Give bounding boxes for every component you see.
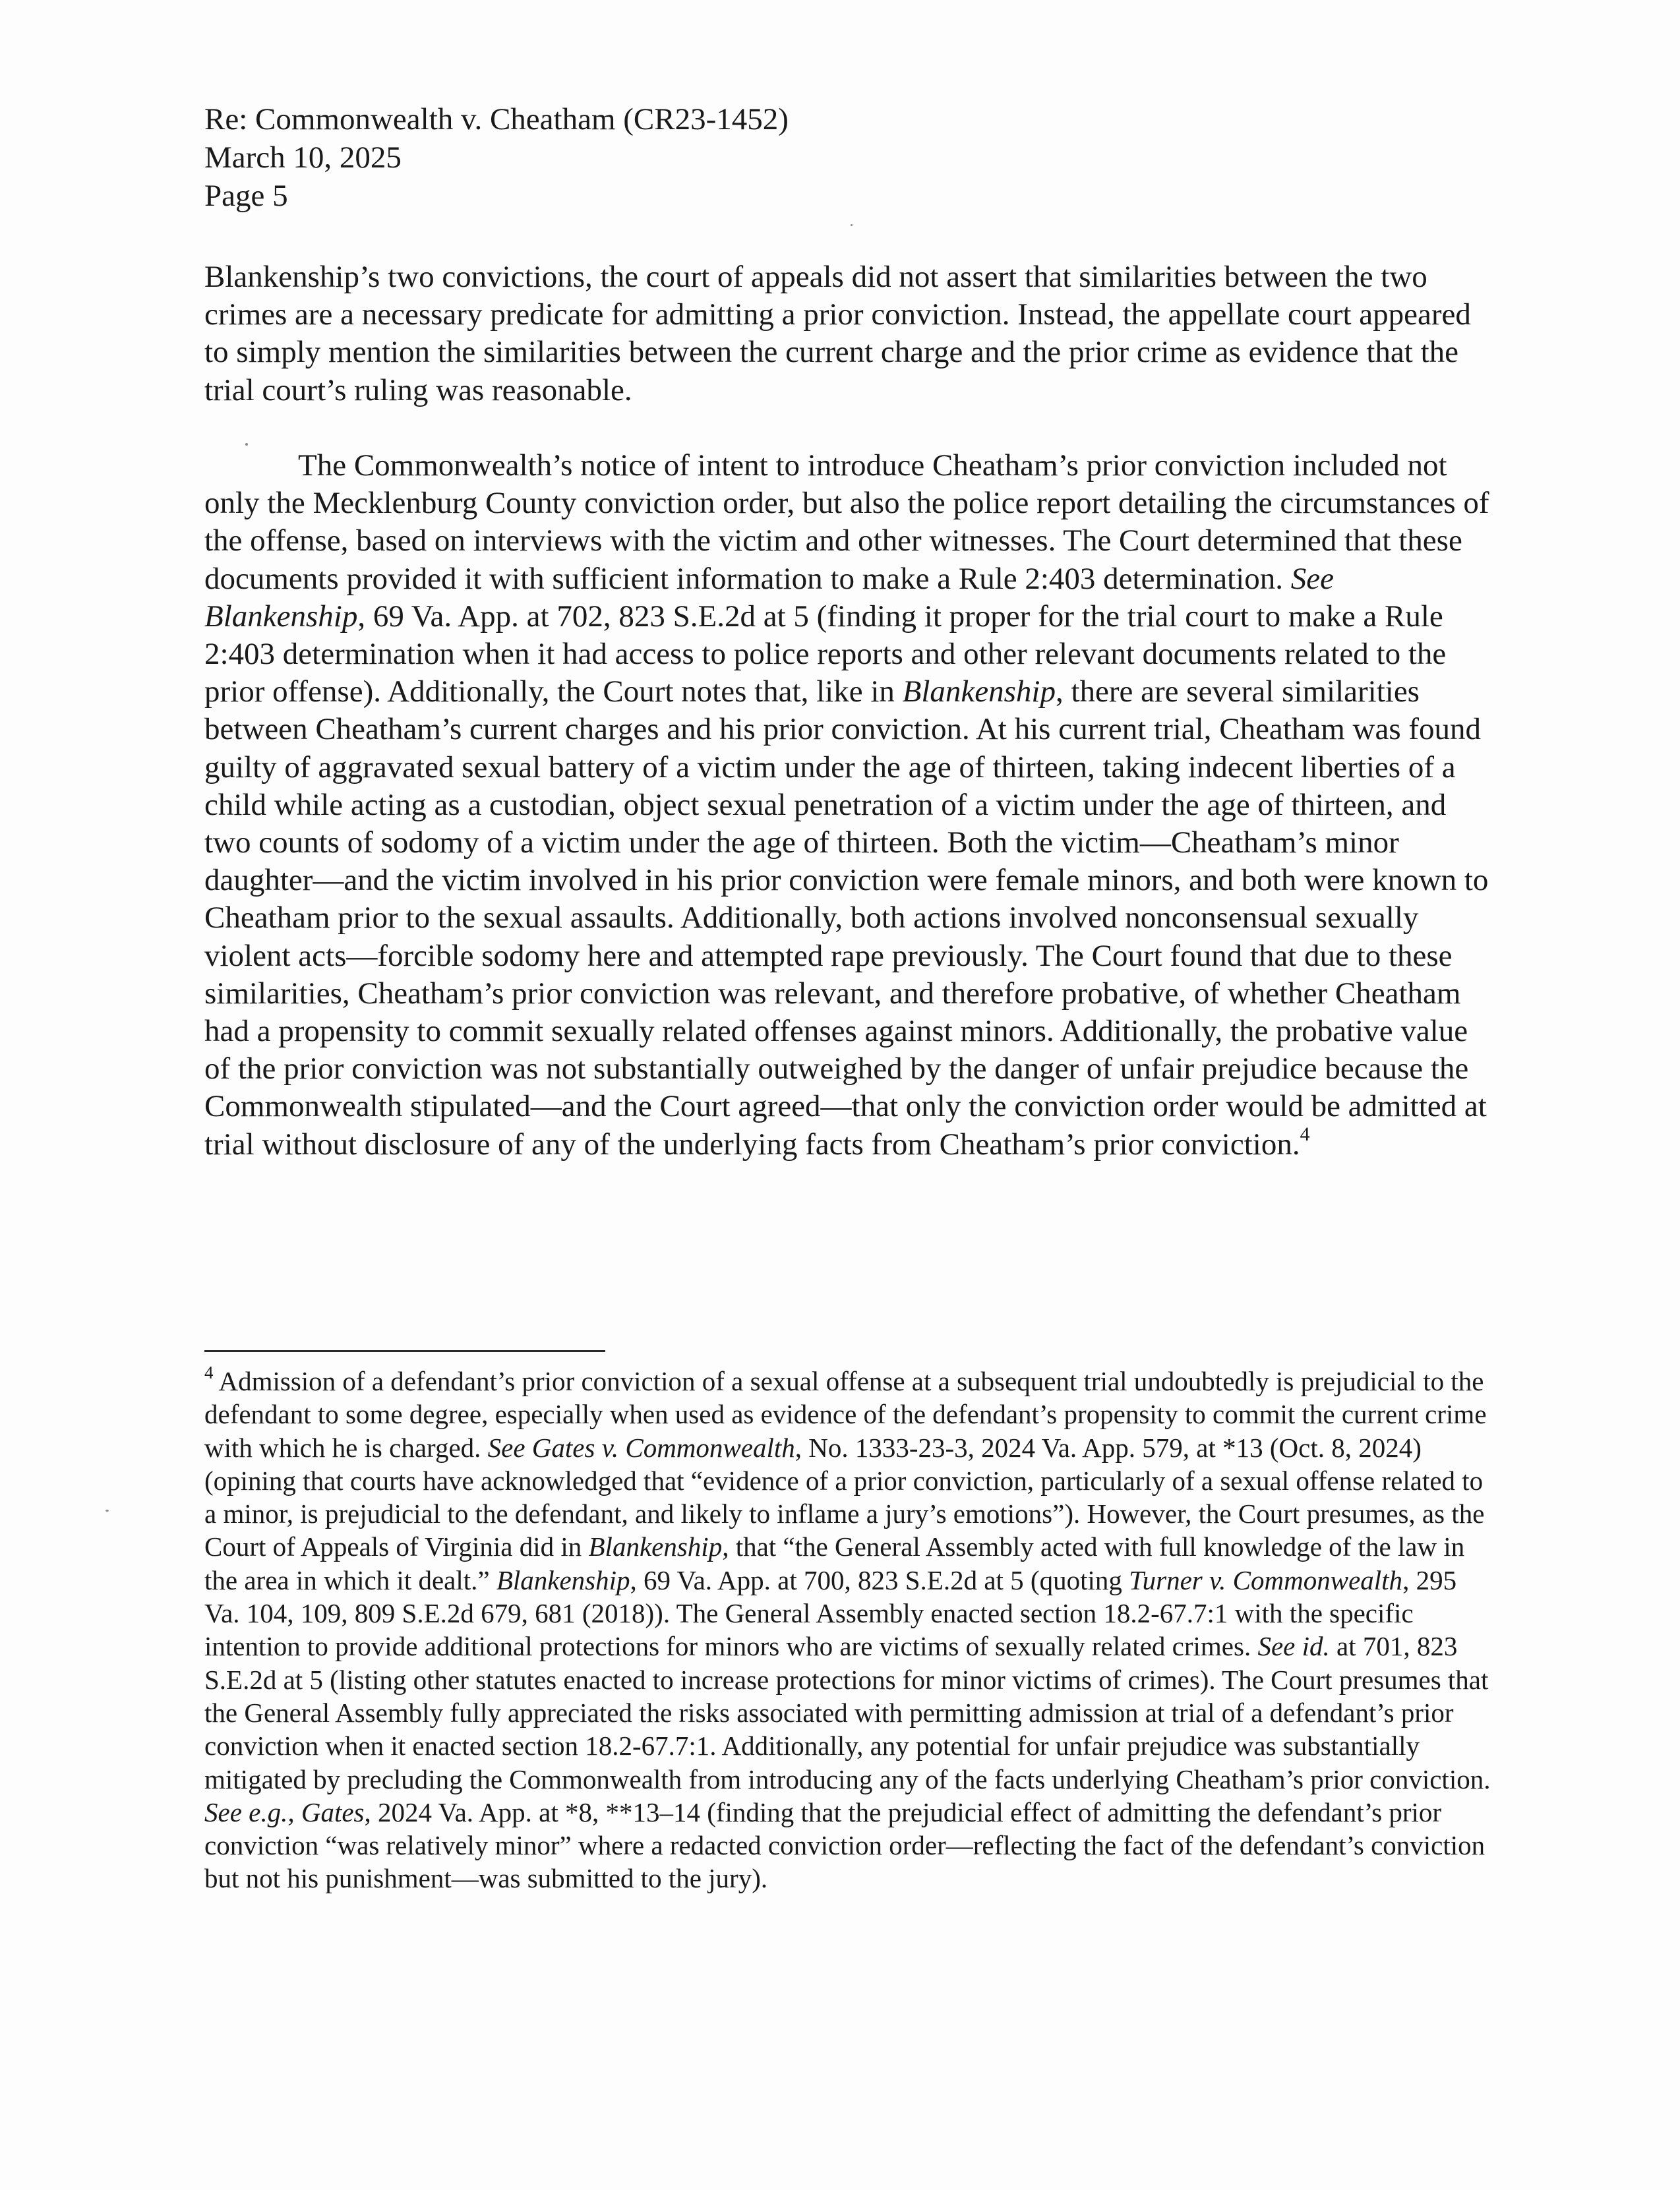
footnote-text-1: Admission of a defendant’s prior conviction of a sexual offense at a subsequent trial undoubtedly is prejudicial to the defendant to some degree, especially when used as evidence of the defendant’s propensity to commit the current crime with which he is charged. (204, 1366, 1487, 1463)
footnote-case-turner: Turner v. Commonwealth (1129, 1564, 1403, 1595)
case-name-blankenship: Blankenship (902, 674, 1056, 709)
para2-text-2: , 69 Va. App. at 702, 823 S.E.2d at 5 (finding it proper for the trial court to make a Rule 2:403 determination when it had access to police reports and other relevant documents related to the prior offense). Additionally, the Court notes that, like in (204, 599, 1447, 709)
footnote-citation-see-eg-gates: See e.g., Gates (204, 1796, 365, 1827)
body-paragraph-1: Blankenship’s two convictions, the court of appeals did not assert that similarities between the two crimes are a necessary predicate for admitting a prior conviction. Instead, the appellate court appeared to simply mention the similarities between the current charge and the prior crime as evidence that the trial court’s ruling was reasonable. (204, 260, 1471, 407)
footnote-divider (204, 1350, 605, 1352)
letter-header (204, 100, 789, 215)
para2-text-1: The Commonwealth’s notice of intent to introduce Cheatham’s prior conviction included not only the Mecklenburg County conviction order, but also the police report detailing the circumstances of the offense, based on interviews with the victim and other witnesses. The Court determined that these documents provided it with sufficient information to make a Rule 2:403 determination. (204, 448, 1489, 596)
scan-speck (851, 224, 853, 226)
footnote-case-blankenship-1: Blankenship (588, 1531, 723, 1562)
citation-see-blankenship: See Blankenship (204, 561, 1334, 634)
footnote-text-5: , 295 Va. 104, 109, 809 S.E.2d 679, 681 (2018)). The General Assembly enacted section 18.2-67.7:1 with the specific intention to provide additional protections for minors who are victims of sexually related crimes. (204, 1564, 1457, 1662)
footnote-number: 4 (204, 1363, 214, 1383)
footnote-citation-gates: See Gates v. Commonwealth (487, 1432, 795, 1463)
body-paragraph-2 (204, 447, 1497, 1164)
re-line: Re: Commonwealth v. Cheatham (CR23-1452) (204, 102, 789, 136)
page-number: Page 5 (204, 179, 288, 213)
scan-speck (105, 1510, 109, 1512)
footnote-text-6: at 701, 823 S.E.2d at 5 (listing other statutes enacted to increase protections for minor victims of crimes). The Court presumes that the General Assembly fully appreciated the risks associated with permitting admission at trial of a defendant’s prior conviction when it enacted section 18.2-67.7:1. Additionally, any potential for unfair prejudice was substantially mitigated by precluding the Commonwealth from introducing any of the facts underlying Cheatham’s prior conviction. (204, 1631, 1491, 1794)
letter-date: March 10, 2025 (204, 140, 402, 175)
footnote-text-4: , 69 Va. App. at 700, 823 S.E.2d at 5 (quoting (630, 1564, 1129, 1595)
footnote-citation-see-id: See id. (1257, 1631, 1330, 1662)
footnote-text-2: , No. 1333-23-3, 2024 Va. App. 579, at *13 (Oct. 8, 2024) (opining that courts have acknowledged that “evidence of a prior conviction, particularly of a sexual offense related to a minor, is prejudicial to the defendant, and likely to inflame a jury’s emotions”). However, the Court presumes, as the Court of Appeals of Virginia did in (204, 1432, 1485, 1562)
footnote-case-blankenship-2: Blankenship (496, 1564, 630, 1595)
para2-text-3: , there are several similarities between Cheatham’s current charges and his prior conviction. At his current trial, Cheatham was found guilty of aggravated sexual battery of a victim under the age of thirteen, taking indecent liberties of a child while acting as a custodian, object sexual penetration of a victim under the age of thirteen, and two counts of sodomy of a victim under the age of thirteen. Both the victim—Cheatham’s minor daughter—and the victim involved in his prior conviction were female minors, and both were known to Cheatham prior to the sexual assaults. Additionally, both actions involved nonconsensual sexually violent acts—forcible sodomy here and attempted rape previously. The Court found that due to these similarities, Cheatham’s prior conviction was relevant, and therefore probative, of whether Cheatham had a propensity to commit sexually related offenses against minors. Additionally, the probative value of the prior conviction was not substantially outweighed by the danger of unfair prejudice because the Commonwealth stipulated—and the Court agreed—that only the conviction order would be admitted at trial without disclosure of any of the underlying facts from Cheatham’s prior conviction. (204, 674, 1489, 1162)
scan-speck (245, 443, 248, 446)
footnote-text-7: , 2024 Va. App. at *8, **13–14 (finding that the prejudicial effect of admitting the defendant’s prior conviction “was relatively minor” where a redacted conviction order—reflecting the fact of the defendant’s conviction but not his punishment—was submitted to the jury). (204, 1796, 1485, 1894)
footnote-text-3: , that “the General Assembly acted with full knowledge of the law in the area in which it dealt.” (204, 1531, 1465, 1595)
footnote-4 (204, 1365, 1497, 1895)
footnote-reference: 4 (1300, 1123, 1310, 1145)
